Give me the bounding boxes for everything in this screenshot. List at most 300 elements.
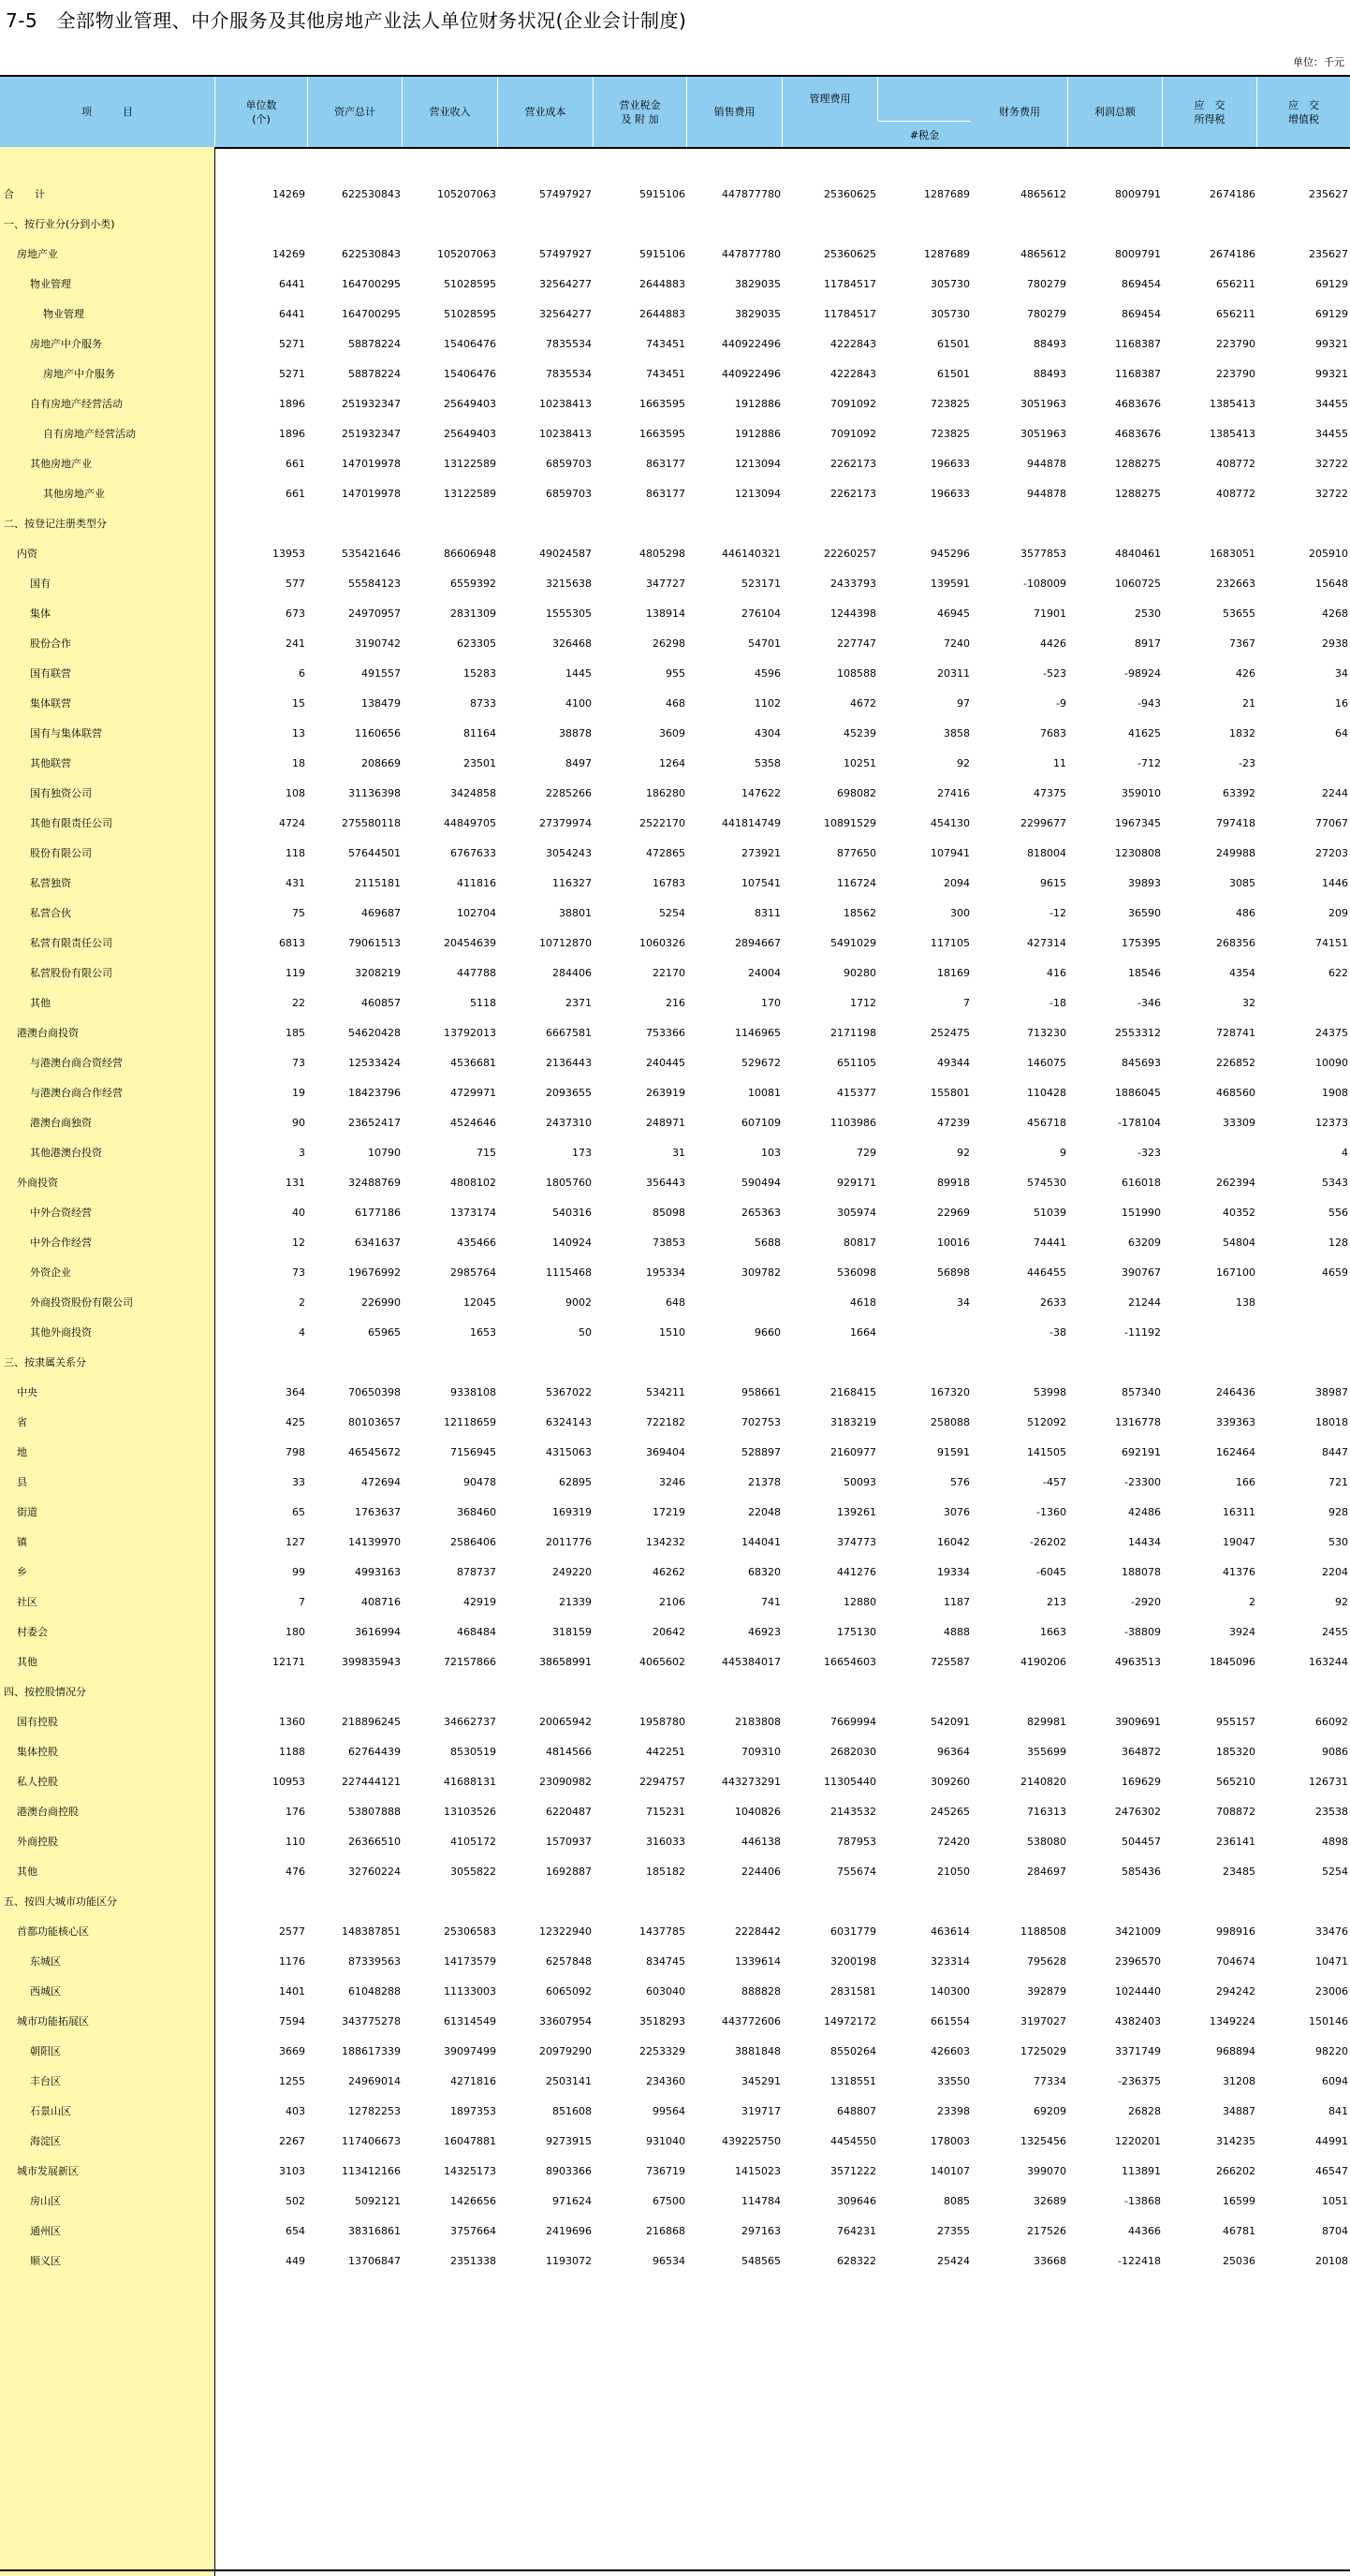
cell-value: 3616994 — [355, 1626, 401, 1638]
cell-value: 25360625 — [824, 248, 876, 260]
cell-value: 542091 — [931, 1716, 970, 1728]
cell-value: 968894 — [1216, 2045, 1255, 2057]
cell-value — [884, 210, 970, 240]
cell-value: 13 — [292, 727, 305, 739]
cell-value: 276104 — [741, 607, 781, 620]
cell-value: 1385413 — [1210, 398, 1255, 410]
cell-value: 65965 — [368, 1326, 401, 1339]
row-label: 港澳台商投资 — [17, 1027, 79, 1039]
cell-value: 435466 — [457, 1237, 496, 1249]
cell-value: 10238413 — [539, 428, 592, 440]
table-row — [0, 1258, 1350, 1288]
row-label: 中外合作经营 — [30, 1237, 92, 1249]
cell-value: 90 — [292, 1117, 305, 1129]
cell-value: 2140820 — [1020, 1776, 1066, 1788]
cell-value: 10016 — [937, 1237, 970, 1249]
cell-value: 14972172 — [824, 2015, 876, 2027]
cell-value: 86606948 — [444, 548, 496, 560]
cell-value — [1262, 1887, 1348, 1917]
cell-value: 431 — [286, 877, 305, 889]
cell-value: 648 — [666, 1296, 685, 1309]
cell-value: 1401 — [279, 1985, 305, 1998]
cell-value: 2433793 — [830, 578, 876, 590]
row-label: 二、按登记注册类型分 — [4, 518, 107, 530]
cell-value: 166 — [1236, 1476, 1255, 1488]
cell-value: 3200198 — [830, 1955, 876, 1968]
cell-value: 369404 — [646, 1446, 685, 1458]
cell-value: 25649403 — [444, 398, 496, 410]
cell-value: 9002 — [565, 1296, 592, 1309]
cell-value — [599, 1348, 685, 1378]
cell-value: 1912886 — [735, 428, 781, 440]
table-row — [0, 1977, 1350, 2007]
cell-value: 25360625 — [824, 188, 876, 200]
cell-value: 7091092 — [830, 428, 876, 440]
table-row — [0, 719, 1350, 749]
cell-value: 723825 — [931, 428, 970, 440]
cell-value: 188617339 — [342, 2045, 401, 2057]
cell-value: -108009 — [1023, 578, 1066, 590]
cell-value: 6341637 — [355, 1237, 401, 1249]
cell-value: -236375 — [1118, 2075, 1161, 2087]
cell-value: -122418 — [1118, 2255, 1161, 2267]
cell-value: 64 — [1335, 727, 1348, 739]
cell-value: 208669 — [361, 757, 401, 769]
cell-value: 309646 — [837, 2195, 876, 2207]
cell-value: 22170 — [653, 967, 685, 979]
cell-value: 42919 — [463, 1596, 496, 1608]
cell-value: 1213094 — [735, 488, 781, 500]
cell-value: 445384017 — [722, 1656, 781, 1668]
table-row — [0, 749, 1350, 779]
cell-value: 75 — [292, 907, 305, 919]
cell-value — [506, 210, 592, 240]
cell-value: 2633 — [1040, 1296, 1066, 1309]
cell-value: 8917 — [1135, 637, 1161, 650]
cell-value: 9338108 — [450, 1386, 496, 1398]
cell-value: 91591 — [937, 1446, 970, 1458]
cell-value: 24970957 — [348, 607, 401, 620]
table-row — [0, 959, 1350, 988]
table-row — [0, 2127, 1350, 2157]
cell-value: 3371749 — [1115, 2045, 1161, 2057]
cell-value: 49344 — [937, 1057, 970, 1069]
cell-value: 607109 — [741, 1117, 781, 1129]
cell-value: 8311 — [755, 907, 781, 919]
cell-value — [1075, 210, 1161, 240]
cell-value: 787953 — [837, 1836, 876, 1848]
cell-value: 1176 — [279, 1955, 305, 1968]
cell-value: 4865612 — [1020, 188, 1066, 200]
cell-value: 797418 — [1216, 817, 1255, 829]
header-total-profit: 利润总额 — [1068, 77, 1163, 147]
table-row — [0, 899, 1350, 929]
cell-value: 14269 — [272, 248, 305, 260]
cell-value: 944878 — [1027, 458, 1066, 470]
cell-value: 7835534 — [546, 338, 592, 350]
cell-value: 12118659 — [444, 1416, 496, 1428]
table-row — [0, 1138, 1350, 1168]
cell-value: 622 — [1328, 967, 1348, 979]
cell-value: 1360 — [279, 1716, 305, 1728]
cell-value: 368460 — [457, 1506, 496, 1518]
cell-value: 38801 — [559, 907, 592, 919]
cell-value: 523171 — [741, 578, 781, 590]
cell-value: 1244398 — [830, 607, 876, 620]
cell-value — [315, 1348, 401, 1378]
cell-value: 24969014 — [348, 2075, 401, 2087]
cell-value: 205910 — [1309, 548, 1348, 560]
cell-value: 1288275 — [1115, 458, 1161, 470]
cell-value: 25424 — [937, 2255, 970, 2267]
cell-value: 7683 — [1040, 727, 1066, 739]
cell-value: 16783 — [653, 877, 685, 889]
cell-value: 4808102 — [450, 1177, 496, 1189]
cell-value: 108588 — [837, 667, 876, 680]
cell-value — [1169, 1677, 1255, 1707]
cell-value: 540316 — [552, 1207, 592, 1219]
cell-value: 3055822 — [450, 1866, 496, 1878]
cell-value: 534211 — [646, 1386, 685, 1398]
cell-value: 54804 — [1223, 1237, 1255, 1249]
cell-value: 11784517 — [824, 278, 876, 290]
cell-value: 12533424 — [348, 1057, 401, 1069]
cell-value: 234360 — [646, 2075, 685, 2087]
cell-value: 56898 — [937, 1266, 970, 1279]
cell-value: -6045 — [1036, 1566, 1066, 1578]
cell-value: 3246 — [659, 1476, 685, 1488]
cell-value: 708872 — [1216, 1806, 1255, 1818]
cell-value — [695, 1677, 781, 1707]
cell-value: 702753 — [741, 1416, 781, 1428]
cell-value: 305730 — [931, 278, 970, 290]
cell-value: 857340 — [1122, 1386, 1161, 1398]
row-label: 其他有限责任公司 — [30, 817, 112, 829]
cell-value: 6559392 — [450, 578, 496, 590]
cell-value — [884, 1348, 970, 1378]
cell-value: 9660 — [755, 1326, 781, 1339]
cell-value: 4268 — [1322, 607, 1348, 620]
cell-value: 40 — [292, 1207, 305, 1219]
cell-value: 725587 — [931, 1656, 970, 1668]
cell-value: 441814749 — [722, 817, 781, 829]
cell-value: 392879 — [1027, 1985, 1066, 1998]
cell-value: 27203 — [1315, 847, 1348, 859]
cell-value: 16599 — [1223, 2195, 1255, 2207]
cell-value: 2 — [1249, 1596, 1255, 1608]
cell-value: 248971 — [646, 1117, 685, 1129]
cell-value: 63209 — [1128, 1237, 1161, 1249]
cell-value: 2985764 — [450, 1266, 496, 1279]
cell-value: 58878224 — [348, 338, 401, 350]
cell-value: 1287689 — [924, 248, 970, 260]
cell-value — [790, 210, 876, 240]
cell-value: 3881848 — [735, 2045, 781, 2057]
cell-value: 8704 — [1322, 2225, 1348, 2237]
cell-value: 476 — [286, 1866, 305, 1878]
cell-value: 218896245 — [342, 1716, 401, 1728]
cell-value: 14325173 — [444, 2165, 496, 2177]
cell-value — [506, 1348, 592, 1378]
cell-value: 4354 — [1229, 967, 1255, 979]
row-label: 内资 — [17, 548, 37, 560]
cell-value: 845693 — [1122, 1057, 1161, 1069]
cell-value: 11 — [1053, 757, 1066, 769]
cell-value: 661 — [286, 488, 305, 500]
row-label: 私人控股 — [17, 1776, 58, 1788]
cell-value: 1683051 — [1210, 548, 1255, 560]
cell-value: 246436 — [1216, 1386, 1255, 1398]
cell-value: 3829035 — [735, 278, 781, 290]
cell-value: 12171 — [272, 1656, 305, 1668]
cell-value: 6177186 — [355, 1207, 401, 1219]
cell-value: 3571222 — [830, 2165, 876, 2177]
cell-value: 51039 — [1034, 1207, 1066, 1219]
cell-value: 2396570 — [1115, 1955, 1161, 1968]
cell-value: 31 — [672, 1147, 685, 1159]
cell-value: 13122589 — [444, 458, 496, 470]
header-business-tax: 营业税金 及 附 加 — [594, 77, 687, 147]
cell-value: -9 — [1056, 697, 1066, 710]
cell-value: 2577 — [279, 1925, 305, 1938]
cell-value: 1426656 — [450, 2195, 496, 2207]
cell-value: 116327 — [552, 877, 592, 889]
cell-value: 818004 — [1027, 847, 1066, 859]
cell-value: 33668 — [1034, 2255, 1066, 2267]
cell-value: 24004 — [748, 967, 781, 979]
cell-value: 4993163 — [355, 1566, 401, 1578]
cell-value: 309260 — [931, 1776, 970, 1788]
cell-value: 502 — [286, 2195, 305, 2207]
cell-value: 3518293 — [639, 2015, 685, 2027]
cell-value: 33 — [292, 1476, 305, 1488]
cell-value: 12 — [292, 1237, 305, 1249]
cell-value: 1958780 — [639, 1716, 685, 1728]
cell-value: 4382403 — [1115, 2015, 1161, 2027]
cell-value — [599, 1887, 685, 1917]
cell-value: 4524646 — [450, 1117, 496, 1129]
cell-value: 4683676 — [1115, 398, 1161, 410]
cell-value: 5343 — [1322, 1177, 1348, 1189]
cell-value: 63392 — [1223, 787, 1255, 799]
header-income-tax: 应 交 所得税 — [1163, 77, 1257, 147]
cell-value: 1437785 — [639, 1925, 685, 1938]
table-row — [0, 1767, 1350, 1797]
cell-value: 427314 — [1027, 937, 1066, 949]
cell-value: 275580118 — [342, 817, 401, 829]
cell-value: 603040 — [646, 1985, 685, 1998]
cell-value — [599, 210, 685, 240]
cell-value: 3051963 — [1020, 428, 1066, 440]
cell-value: 3858 — [944, 727, 970, 739]
cell-value: 998916 — [1216, 1925, 1255, 1938]
cell-value: 316033 — [646, 1836, 685, 1848]
cell-value: 50 — [579, 1326, 592, 1339]
cell-value: 2522170 — [639, 817, 685, 829]
row-label: 自有房地产经营活动 — [43, 428, 136, 440]
row-label: 丰台区 — [30, 2075, 61, 2087]
cell-value: 628322 — [837, 2255, 876, 2267]
cell-value: 709310 — [741, 1746, 781, 1758]
cell-value — [219, 1677, 305, 1707]
row-label: 物业管理 — [30, 278, 71, 290]
cell-value: 798 — [286, 1446, 305, 1458]
cell-value: 268356 — [1216, 937, 1255, 949]
cell-value — [695, 1288, 781, 1318]
header-revenue: 营业收入 — [403, 77, 498, 147]
cell-value: 55584123 — [348, 578, 401, 590]
cell-value: 19047 — [1223, 1536, 1255, 1548]
table-row — [0, 1348, 1350, 1378]
cell-value: 1024440 — [1115, 1985, 1161, 1998]
cell-value: 931040 — [646, 2135, 685, 2147]
cell-value — [1169, 509, 1255, 539]
cell-value: 53655 — [1223, 607, 1255, 620]
row-label: 其他 — [17, 1656, 37, 1668]
row-label: 外商投资股份有限公司 — [30, 1296, 133, 1309]
cell-value: 175395 — [1122, 937, 1161, 949]
row-label: 港澳台商独资 — [30, 1117, 92, 1129]
row-label: 外商投资 — [17, 1177, 58, 1189]
cell-value: -38 — [1049, 1326, 1066, 1339]
cell-value: 1385413 — [1210, 428, 1255, 440]
cell-value: 590494 — [741, 1177, 781, 1189]
cell-value: 359010 — [1122, 787, 1161, 799]
cell-value: 39893 — [1128, 877, 1161, 889]
table-row — [0, 1288, 1350, 1318]
cell-value: 245265 — [931, 1806, 970, 1818]
cell-value: 216 — [666, 997, 685, 1009]
table-row — [0, 509, 1350, 539]
cell-value — [695, 509, 781, 539]
cell-value: -26202 — [1030, 1536, 1066, 1548]
cell-value: 32722 — [1315, 488, 1348, 500]
cell-value: 2437310 — [546, 1117, 592, 1129]
cell-value — [1169, 1138, 1255, 1168]
cell-value: 2476302 — [1115, 1806, 1161, 1818]
cell-value: 25649403 — [444, 428, 496, 440]
cell-value: 728741 — [1216, 1027, 1255, 1039]
cell-value: 10081 — [748, 1087, 781, 1099]
cell-value: 6859703 — [546, 488, 592, 500]
cell-value: 780279 — [1027, 278, 1066, 290]
row-label: 省 — [17, 1416, 27, 1428]
table-row — [0, 1438, 1350, 1468]
cell-value: 25036 — [1223, 2255, 1255, 2267]
cell-value: 40352 — [1223, 1207, 1255, 1219]
cell-value — [219, 1887, 305, 1917]
cell-value: 110 — [286, 1836, 305, 1848]
row-label: 中央 — [17, 1386, 37, 1398]
table-row — [0, 2037, 1350, 2067]
cell-value: 1832 — [1229, 727, 1255, 739]
cell-value: 26366510 — [348, 1836, 401, 1848]
table-header — [0, 77, 1350, 149]
cell-value: 45239 — [844, 727, 876, 739]
cell-value: 6667581 — [546, 1027, 592, 1039]
cell-value: 235627 — [1309, 188, 1348, 200]
cell-value: 9086 — [1322, 1746, 1348, 1758]
cell-value — [980, 1887, 1066, 1917]
table-row — [0, 1887, 1350, 1917]
table-row — [0, 599, 1350, 629]
cell-value: 3183219 — [830, 1416, 876, 1428]
cell-value: 273921 — [741, 847, 781, 859]
cell-value: 41376 — [1223, 1566, 1255, 1578]
table-row — [0, 2007, 1350, 2037]
cell-value: 19334 — [937, 1566, 970, 1578]
cell-value: 20065942 — [539, 1716, 592, 1728]
cell-value: 20454639 — [444, 937, 496, 949]
cell-value: 20642 — [653, 1626, 685, 1638]
cell-value: 15283 — [463, 667, 496, 680]
cell-value: 4963513 — [1115, 1656, 1161, 1668]
cell-value: 20979290 — [539, 2045, 592, 2057]
cell-value: 15406476 — [444, 338, 496, 350]
cell-value — [1075, 1348, 1161, 1378]
cell-value: 851608 — [552, 2105, 592, 2117]
cell-value: 33476 — [1315, 1925, 1348, 1938]
cell-value: 463614 — [931, 1925, 970, 1938]
cell-value: 11305440 — [824, 1776, 876, 1788]
cell-value: 971624 — [552, 2195, 592, 2207]
cell-value: 90280 — [844, 967, 876, 979]
cell-value: 53807888 — [348, 1806, 401, 1818]
cell-value: 472865 — [646, 847, 685, 859]
cell-value: 61501 — [937, 368, 970, 380]
table-row — [0, 2157, 1350, 2187]
cell-value: 7 — [963, 997, 970, 1009]
table-row — [0, 1378, 1350, 1408]
cell-value: 447877780 — [722, 248, 781, 260]
cell-value: 178003 — [931, 2135, 970, 2147]
cell-value: 41625 — [1128, 727, 1161, 739]
cell-value: 7 — [299, 1596, 305, 1608]
cell-value: 138914 — [646, 607, 685, 620]
cell-value: 173 — [572, 1147, 592, 1159]
cell-value: 1288275 — [1115, 488, 1161, 500]
cell-value: 88493 — [1034, 368, 1066, 380]
cell-value: 755674 — [837, 1866, 876, 1878]
cell-value: 297163 — [741, 2225, 781, 2237]
cell-value: 704674 — [1216, 1955, 1255, 1968]
cell-value: 1193072 — [546, 2255, 592, 2267]
cell-value: 2831581 — [830, 1985, 876, 1998]
cell-value — [1075, 509, 1161, 539]
cell-value: 44849705 — [444, 817, 496, 829]
table-row — [0, 1528, 1350, 1558]
cell-value: 107941 — [931, 847, 970, 859]
table-row — [0, 629, 1350, 659]
cell-value: 12322940 — [539, 1925, 592, 1938]
table-row — [0, 869, 1350, 899]
cell-value: 223790 — [1216, 338, 1255, 350]
cell-value: 5092121 — [355, 2195, 401, 2207]
cell-value: -712 — [1137, 757, 1161, 769]
cell-value: 16042 — [937, 1536, 970, 1548]
cell-value: 114784 — [741, 2195, 781, 2207]
row-label: 房地产业 — [17, 248, 58, 260]
cell-value: -11192 — [1124, 1326, 1161, 1339]
cell-value: 3054243 — [546, 847, 592, 859]
cell-value: 92 — [1335, 1596, 1348, 1608]
row-label: 国有控股 — [17, 1716, 58, 1728]
cell-value: 227444121 — [342, 1776, 401, 1788]
cell-value: 623305 — [457, 637, 496, 650]
cell-value — [1075, 1677, 1161, 1707]
cell-value: 1187 — [944, 1596, 970, 1608]
cell-value: 21378 — [748, 1476, 781, 1488]
